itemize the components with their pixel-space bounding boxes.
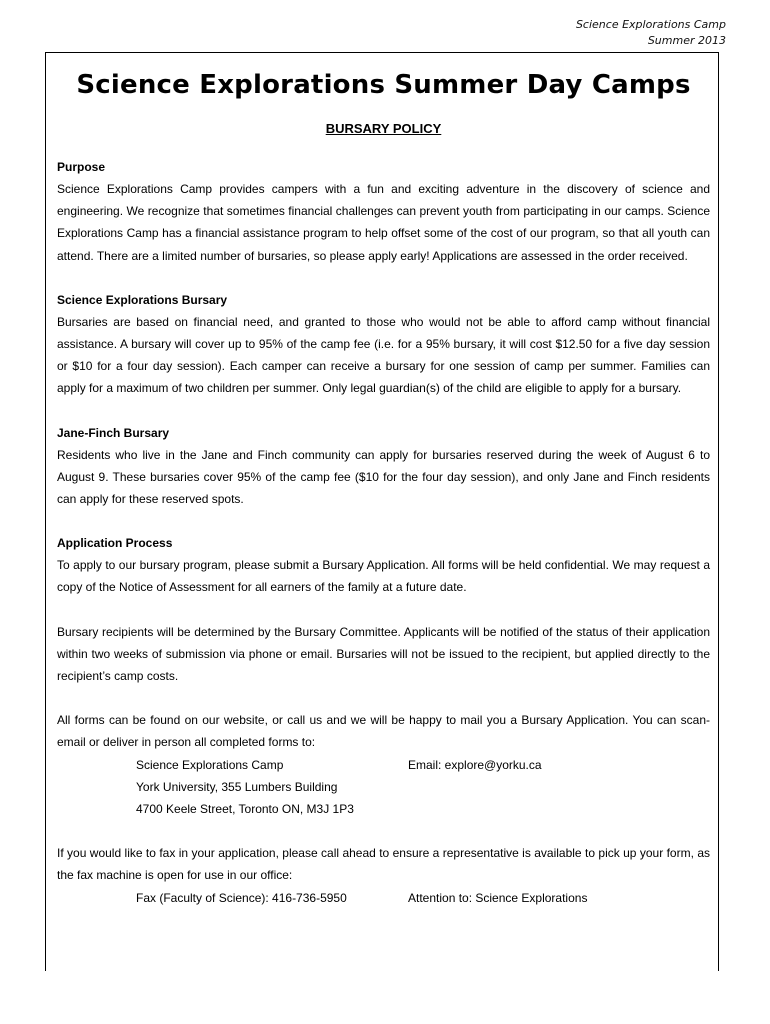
policy-title: BURSARY POLICY [325, 121, 442, 136]
section-jane-finch-bursary [57, 422, 710, 511]
running-header [576, 17, 726, 49]
application-paragraph-4: If you would like to fax in your application, please call ahead to ensure a representative is available to pick up your form, as the fax machine is open for use in our office: [57, 846, 710, 883]
section-heading: Application Process [57, 536, 173, 551]
application-paragraph-2: Bursary recipients will be determined by the Bursary Committee. Applicants will be notified of the status of their application within two weeks of submission via phone or email. Bursaries will not be issued to the recipient, but applied directly to the recipient’s camp costs. [57, 624, 710, 684]
contact-email: Email: explore@yorku.ca [408, 757, 542, 772]
header-season: Summer 2013 [647, 34, 726, 47]
section-text: Residents who live in the Jane and Finch community can apply for bursaries reserved during the week of August 6 to August 9. These bursaries cover 95% of the camp fee ($10 for the four day session), and only Jane and Finch residents can apply for these reserved spots. [57, 447, 710, 507]
application-paragraph-1: To apply to our bursary program, please submit a Bursary Application. All forms will be held confidential. We may request a copy of the Notice of Assessment for all earners of the family at a future date. [57, 558, 710, 595]
fax-details [136, 887, 710, 909]
address-line-1: Science Explorations Camp [136, 757, 284, 772]
fax-attention: Attention to: Science Explorations [408, 890, 588, 905]
section-heading: Purpose [57, 160, 106, 174]
section-application-process [57, 532, 710, 909]
section-purpose [57, 156, 710, 267]
document-body [57, 52, 710, 909]
section-science-bursary [57, 289, 710, 400]
address-line-2: York University, 355 Lumbers Building [136, 779, 338, 794]
mailing-address [136, 754, 710, 821]
section-heading: Science Explorations Bursary [57, 292, 228, 307]
section-heading: Jane-Finch Bursary [57, 425, 170, 440]
document-title: Science Explorations Summer Day Camps [76, 70, 691, 100]
section-text: Science Explorations Camp provides campers with a fun and exciting adventure in the discovery of science and engineering. We recognize that sometimes financial challenges can prevent youth from participating in our camps. Science Explorations Camp has a financial assistance program to help offset some of the cost of our program, so that all youth can attend. There are a limited number of bursaries, so please apply early! Applications are assessed in the order received. [57, 182, 710, 263]
section-text: Bursaries are based on financial need, and granted to those who would not be able to afford camp without financial assistance. A bursary will cover up to 95% of the camp fee (i.e. for a 95% bursary, it will cost $12.50 for a five day session or $10 for a four day session). Each camper can receive a bursary for one session of camp per summer. Families can apply for a maximum of two children per summer. Only legal guardian(s) of the child are eligible to apply for a bursary. [57, 314, 710, 396]
header-camp-name: Science Explorations Camp [575, 18, 726, 31]
address-line-3: 4700 Keele Street, Toronto ON, M3J 1P3 [136, 802, 354, 817]
application-paragraph-3: All forms can be found on our website, or call us and we will be happy to mail you a Bursary Application. You can scan-email or deliver in person all completed forms to: [57, 713, 710, 750]
fax-number: Fax (Faculty of Science): 416-736-5950 [136, 890, 347, 905]
